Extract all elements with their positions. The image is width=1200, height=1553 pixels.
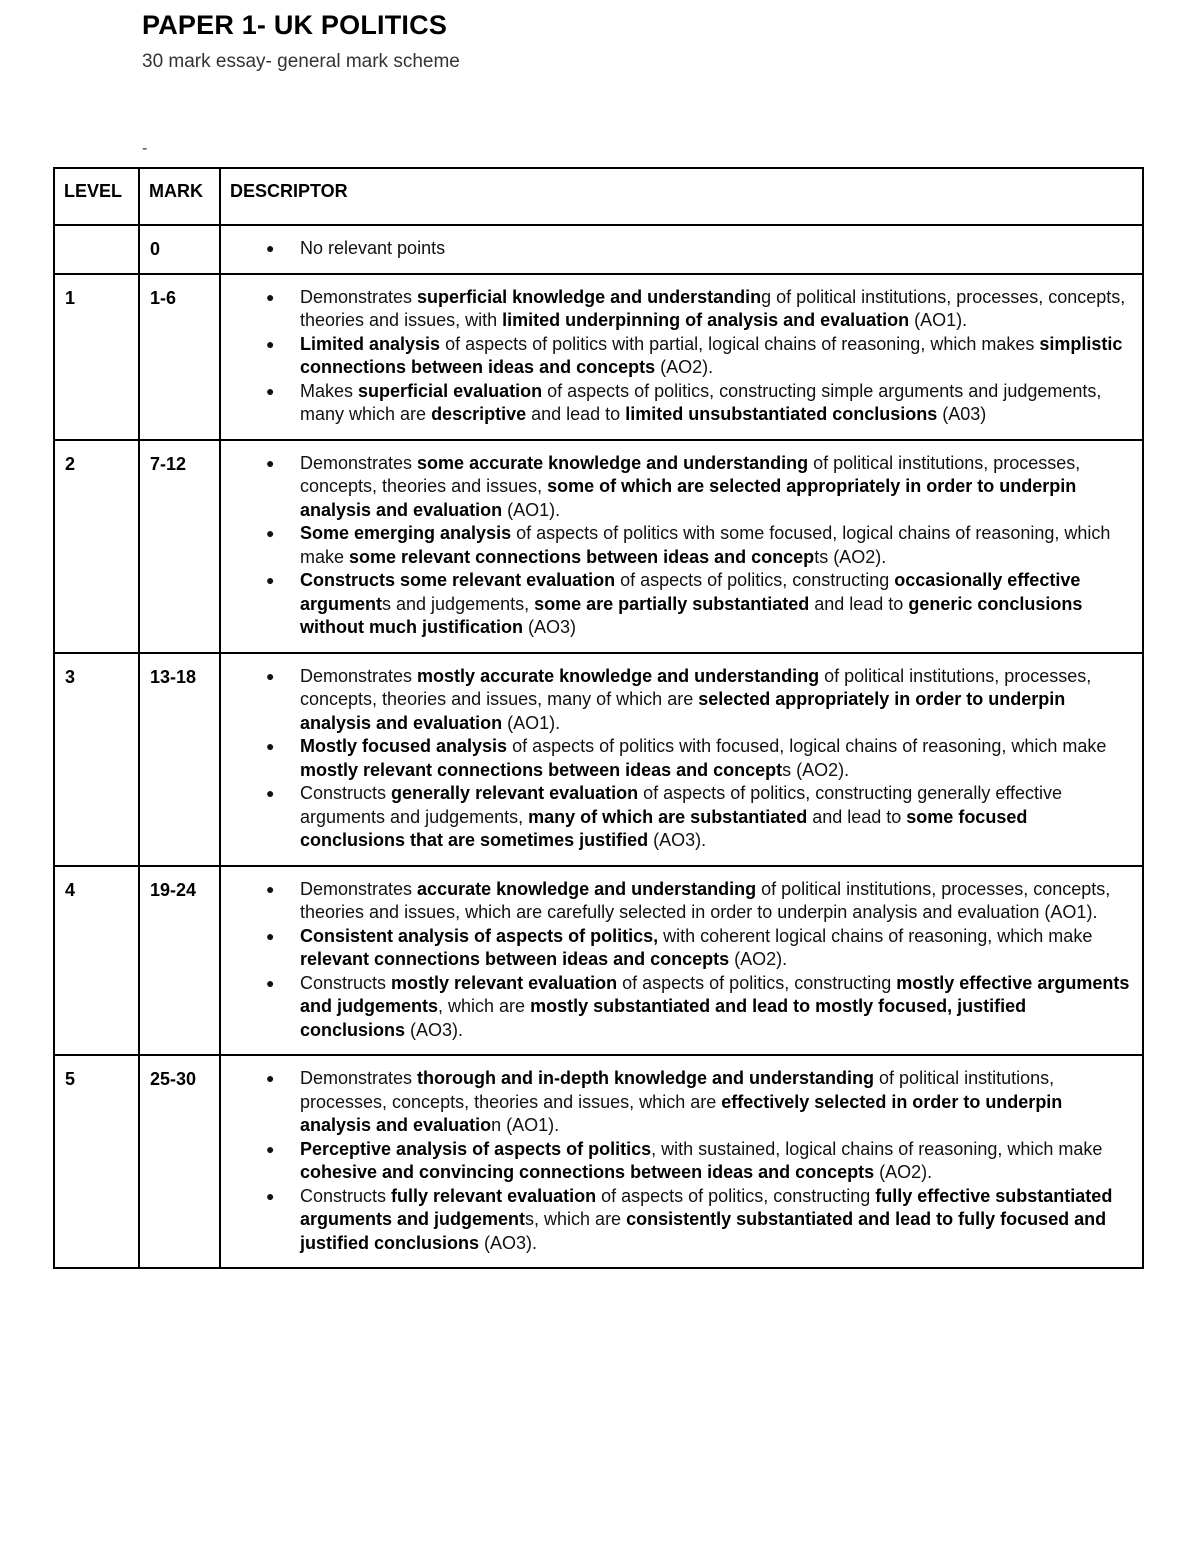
bullet-icon: ●: [266, 785, 275, 801]
descriptor-cell: [220, 1055, 1143, 1268]
descriptor-bold-text: superficial evaluation: [358, 380, 543, 401]
descriptor-bold-text: relevant connections between ideas and concepts: [300, 949, 730, 969]
descriptor-item: [221, 333, 1132, 380]
column-header-mark: [139, 168, 220, 225]
descriptor-bold-text: Consistent analysis of aspects of politics,: [300, 925, 659, 946]
descriptor-text: and lead to: [526, 404, 626, 424]
bullet-icon: ●: [266, 738, 275, 754]
descriptor-bold-text: some relevant connections between ideas and concep: [349, 546, 815, 567]
descriptor-text: Constructs: [300, 1185, 392, 1206]
table-row: [54, 653, 1143, 866]
descriptor-cell: [220, 274, 1143, 440]
descriptor-bold-text: generally relevant evaluation: [391, 783, 639, 803]
descriptor-bold-text: selected appropriately in order to underpin analysis and evaluation: [300, 689, 1066, 733]
mark-cell: [139, 1055, 220, 1268]
descriptor-text: (AO3).: [479, 1232, 538, 1253]
descriptor-text: of aspects of politics with some focused, logical chains of reasoning, which make: [300, 523, 1111, 567]
descriptor-bold-text: mostly accurate knowledge and understanding: [417, 665, 820, 686]
mark-cell: [139, 866, 220, 1056]
descriptor-text: (AO2).: [729, 949, 788, 969]
descriptor-text: Demonstrates: [300, 878, 418, 899]
descriptor-text: Demonstrates: [300, 452, 418, 473]
descriptor-text: with coherent logical chains of reasoning, which make: [658, 925, 1093, 946]
descriptor-item: [221, 665, 1132, 736]
descriptor-item: [221, 925, 1132, 972]
descriptor-text: g of political institutions, processes, concepts, theories and issues, with: [300, 286, 1126, 330]
descriptor-bold-text: mostly relevant connections between ideas and concept: [300, 759, 783, 780]
descriptor-text: Demonstrates: [300, 1068, 418, 1088]
descriptor-text: and lead to: [809, 593, 909, 614]
descriptor-text: Demonstrates: [300, 286, 418, 307]
descriptor-item: [221, 522, 1132, 569]
bullet-icon: ●: [266, 927, 275, 944]
level-cell: [54, 653, 139, 866]
descriptor-bold-text: superficial knowledge and understandin: [417, 286, 762, 307]
descriptor-text: Constructs: [300, 972, 392, 993]
mark-range: 19-24: [150, 879, 197, 900]
descriptor-bold-text: limited unsubstantiated conclusions: [625, 404, 938, 424]
bullet-icon: ●: [266, 1140, 275, 1157]
descriptor-text: of aspects of politics, constructing: [596, 1185, 876, 1206]
bullet-icon: ●: [266, 525, 275, 541]
descriptor-bold-text: some accurate knowledge and understanding: [417, 452, 809, 473]
descriptor-bold-text: some focused conclusions that are sometimes justified: [300, 806, 1028, 850]
table-body: [54, 225, 1143, 1268]
descriptor-cell: [220, 440, 1143, 653]
descriptor-text: , with sustained, logical chains of reasoning, which make: [651, 1138, 1103, 1159]
descriptor-text: Makes: [300, 380, 359, 401]
descriptor-text: (AO3).: [648, 830, 707, 850]
level-cell: [54, 225, 139, 274]
descriptor-item: [221, 380, 1132, 427]
bullet-icon: ●: [266, 288, 275, 305]
table-row: [54, 274, 1143, 440]
descriptor-text: of aspects of politics, constructing: [615, 570, 895, 590]
descriptor-text: of aspects of politics with partial, logical chains of reasoning, which makes: [440, 333, 1040, 354]
descriptor-text: No relevant points: [300, 238, 446, 258]
descriptor-bold-text: cohesive and convincing connections between ideas and concepts: [300, 1162, 875, 1182]
column-header-descriptor-label: DESCRIPTOR: [230, 181, 348, 201]
level-cell: [54, 274, 139, 440]
descriptor-bold-text: limited underpinning of analysis and evaluation: [502, 310, 910, 330]
page-title: PAPER 1- UK POLITICS: [142, 10, 448, 40]
bullet-icon: ●: [266, 1070, 275, 1086]
descriptor-text: (AO3).: [405, 1019, 464, 1040]
descriptor-bold-text: simplistic connections between ideas and concepts: [300, 333, 1123, 377]
mark-range: 1-6: [150, 287, 177, 308]
mark-cell: [139, 274, 220, 440]
bullet-icon: ●: [266, 240, 275, 256]
mark-scheme-table: [53, 167, 1144, 1269]
descriptor-bold-text: Mostly focused analysis: [300, 736, 508, 756]
descriptor-item: [221, 735, 1132, 782]
descriptor-bold-text: generic conclusions without much justification: [300, 593, 1083, 637]
level-cell: [54, 866, 139, 1056]
descriptor-bold-text: mostly relevant evaluation: [391, 972, 618, 993]
descriptor-list: [221, 226, 1142, 273]
descriptor-cell: [220, 225, 1143, 274]
descriptor-text: (AO2).: [655, 357, 714, 377]
descriptor-bold-text: Perceptive analysis of aspects of politics: [300, 1138, 652, 1159]
level-cell: [54, 1055, 139, 1268]
descriptor-bold-text: consistently substantiated and lead to fully focused and justified conclusions: [300, 1209, 1107, 1253]
bullet-icon: ●: [266, 335, 275, 352]
table-row: [54, 440, 1143, 653]
descriptor-text: (AO1).: [502, 712, 561, 733]
descriptor-bold-text: Limited analysis: [300, 333, 441, 354]
descriptor-list: [221, 441, 1142, 652]
descriptor-text: and lead to: [807, 806, 907, 827]
stray-dash-mark: -: [142, 140, 148, 157]
descriptor-text: s and judgements,: [382, 593, 535, 614]
page-subtitle: 30 mark essay- general mark scheme: [142, 51, 460, 72]
descriptor-item: [221, 1067, 1132, 1138]
mark-range: 13-18: [150, 666, 197, 687]
level-value: 3: [65, 666, 76, 687]
mark-range: 7-12: [150, 453, 187, 474]
bullet-icon: ●: [266, 974, 275, 991]
descriptor-bold-text: mostly effective arguments and judgements: [300, 972, 1130, 1016]
descriptor-item: [221, 972, 1132, 1043]
descriptor-text: s (AO2).: [782, 759, 850, 780]
descriptor-text: (A03): [937, 404, 987, 424]
descriptor-bold-text: mostly substantiated and lead to mostly focused, justified conclusions: [300, 996, 1027, 1040]
table-row: [54, 1055, 1143, 1268]
descriptor-bold-text: thorough and in-depth knowledge and understanding: [417, 1068, 875, 1088]
column-header-level: [54, 168, 139, 225]
bullet-icon: ●: [266, 1187, 275, 1204]
bullet-icon: ●: [266, 572, 275, 588]
descriptor-text: (AO3): [523, 617, 577, 637]
column-header-mark-label: MARK: [149, 181, 203, 201]
descriptor-list: [221, 275, 1142, 439]
level-value: 2: [65, 453, 76, 474]
descriptor-bold-text: fully effective substantiated arguments and judgement: [300, 1185, 1113, 1229]
descriptor-bold-text: Constructs some relevant evaluation: [300, 570, 616, 590]
descriptor-list: [221, 867, 1142, 1055]
descriptor-list: [221, 654, 1142, 865]
column-header-level-label: LEVEL: [64, 181, 123, 201]
descriptor-text: of aspects of politics, constructing simple arguments and judgements, many which are: [300, 380, 1102, 424]
level-value: 4: [65, 879, 76, 900]
bullet-icon: ●: [266, 454, 275, 471]
mark-cell: [139, 225, 220, 274]
descriptor-text: of political institutions, processes, concepts, theories and issues,: [300, 452, 1081, 496]
descriptor-bold-text: fully relevant evaluation: [391, 1185, 597, 1206]
descriptor-text: (AO1).: [909, 310, 968, 330]
mark-range: 0: [150, 239, 161, 259]
descriptor-bold-text: many of which are substantiated: [528, 806, 808, 827]
level-value: [55, 226, 138, 239]
descriptor-item: [221, 569, 1132, 640]
level-cell: [54, 440, 139, 653]
descriptor-bold-text: some of which are selected appropriately in order to underpin analysis and evaluation: [300, 476, 1077, 520]
mark-range: 25-30: [150, 1069, 197, 1089]
table-row: [54, 866, 1143, 1056]
descriptor-text: , which are: [438, 996, 531, 1016]
descriptor-text: ts (AO2).: [814, 546, 887, 567]
table-header-row: [54, 168, 1143, 225]
descriptor-text: n (AO1).: [491, 1115, 560, 1135]
descriptor-item: [221, 1185, 1132, 1256]
bullet-icon: ●: [266, 667, 275, 684]
descriptor-text: of aspects of politics with focused, logical chains of reasoning, which make: [507, 736, 1107, 756]
descriptor-bold-text: accurate knowledge and understanding: [417, 878, 757, 899]
descriptor-bold-text: descriptive: [431, 404, 527, 424]
descriptor-text: of political institutions, processes, concepts, theories and issues, which are carefully selected in order to underpin analysis and evaluation (AO1).: [300, 878, 1111, 922]
descriptor-text: of political institutions, processes, concepts, theories and issues, many of which are: [300, 665, 1092, 709]
descriptor-item: [221, 286, 1132, 333]
descriptor-text: of political institutions, processes, concepts, theories and issues, which are: [300, 1068, 1055, 1112]
mark-cell: [139, 440, 220, 653]
descriptor-cell: [220, 866, 1143, 1056]
descriptor-text: (AO1).: [502, 499, 561, 520]
descriptor-bold-text: occasionally effective argument: [300, 570, 1081, 614]
descriptor-text: Demonstrates: [300, 665, 418, 686]
descriptor-item: [221, 237, 1132, 261]
descriptor-text: of aspects of politics, constructing: [617, 972, 897, 993]
descriptor-item: [221, 878, 1132, 925]
descriptor-item: [221, 1138, 1132, 1185]
descriptor-item: [221, 452, 1132, 523]
mark-cell: [139, 653, 220, 866]
bullet-icon: ●: [266, 382, 275, 399]
descriptor-text: (AO2).: [874, 1162, 933, 1182]
descriptor-bold-text: Some emerging analysis: [300, 523, 512, 543]
descriptor-list: [221, 1056, 1142, 1267]
descriptor-text: of aspects of politics, constructing generally effective arguments and judgements,: [300, 783, 1063, 827]
descriptor-cell: [220, 653, 1143, 866]
level-value: 5: [65, 1069, 76, 1089]
descriptor-text: Constructs: [300, 783, 392, 803]
table-row: [54, 225, 1143, 274]
bullet-icon: ●: [266, 880, 275, 897]
descriptor-bold-text: some are partially substantiated: [534, 593, 810, 614]
descriptor-item: [221, 782, 1132, 853]
column-header-descriptor: [220, 168, 1143, 225]
descriptor-text: s, which are: [525, 1209, 627, 1229]
level-value: 1: [65, 287, 76, 308]
descriptor-bold-text: effectively selected in order to underpin analysis and evaluatio: [300, 1091, 1063, 1135]
